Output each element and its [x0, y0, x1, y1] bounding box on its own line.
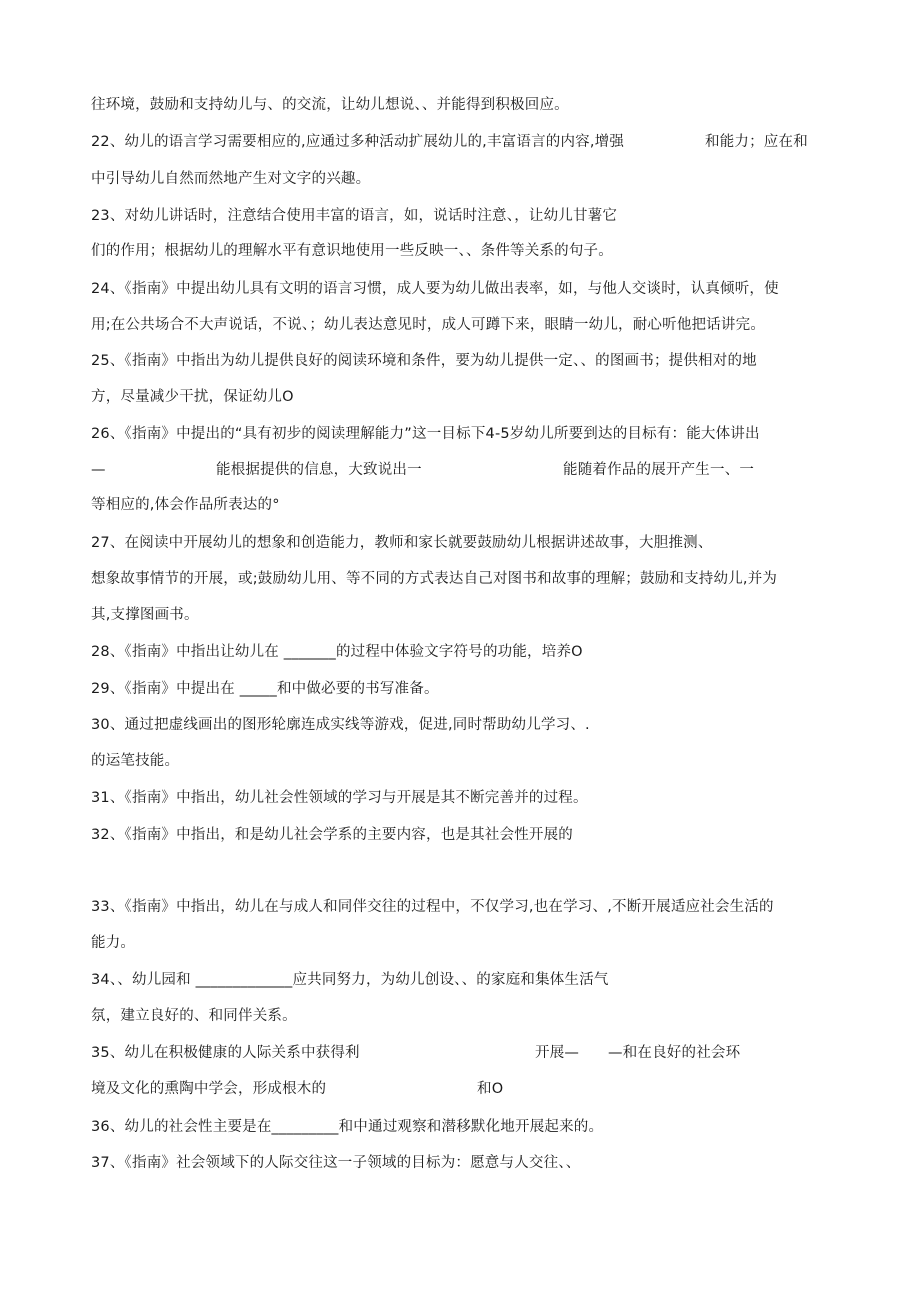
- text-line: 往环境，鼓励和支持幼儿与、的交流，让幼儿想说、、并能得到积极回应。: [91, 97, 569, 113]
- item-22-text: 22、幼儿的语言学习需要相应的,应通过多种活动扩展幼儿的,丰富语言的内容,增强: [91, 134, 625, 150]
- text-line: 用;在公共场合不大声说话，不说、；幼儿表达意见时，成人可蹲下来，眼睛一幼儿，耐心听他把话讲完。: [91, 317, 766, 333]
- item-22-text-tail: 和能力；应在和: [705, 134, 808, 150]
- item-34: 34、、幼儿园和 _____________应共同努力，为幼儿创设、、的家庭和集体生活气: [91, 972, 609, 988]
- item-23: 23、对幼儿讲话时，注意结合使用丰富的语言，如，说话时注意、，让幼儿甘薯它: [91, 208, 618, 224]
- item-33: 33、《指南》中指出，幼儿在与成人和同伴交往的过程中，不仅学习,也在学习、,不断开展适应社会生活的: [91, 899, 774, 915]
- item-35-part: 开展—: [535, 1045, 580, 1061]
- item-36: 36、幼儿的社会性主要是在_________和中通过观察和潜移默化地开展起来的。: [91, 1119, 604, 1135]
- text-line: 们的作用；根据幼儿的理解水平有意识地使用一些反映一、、条件等关系的句子。: [91, 243, 613, 259]
- blank-dash: —: [91, 462, 106, 478]
- item-29: 29、《指南》中提出在 _____和中做必要的书写准备。: [91, 681, 439, 697]
- text-line: 方，尽量减少干扰，保证幼儿O: [91, 389, 294, 405]
- item-35-text: 境及文化的熏陶中学会，形成根木的: [91, 1081, 327, 1097]
- text-line: 氛，建立良好的、和同伴关系。: [91, 1008, 297, 1024]
- item-24: 24、《指南》中提出幼儿具有文明的语言习惯，成人要为幼儿做出表率，如，与他人交谈时，认真倾听，使: [91, 281, 779, 297]
- item-37: 37、《指南》社会领域下的人际交往这一子领域的目标为：愿意与人交往、、: [91, 1155, 581, 1171]
- text-line: 中引导幼儿自然而然地产生对文字的兴趣。: [91, 171, 371, 187]
- item-32: 32、《指南》中指出，和是幼儿社会学系的主要内容，也是其社会性开展的: [91, 827, 573, 843]
- item-28: 28、《指南》中指出让幼儿在 _______的过程中体验文字符号的功能，培养O: [91, 644, 583, 660]
- text-line: 想象故事情节的开展，或;鼓励幼儿用、等不同的方式表达自己对图书和故事的理解；鼓励和支持幼儿,并为: [91, 571, 778, 587]
- item-35-tail: 和O: [477, 1081, 504, 1097]
- item-26: 26、《指南》中提出的“具有初步的阅读理解能力”这一目标下4-5岁幼儿所要到达的目标有：能大体讲出: [91, 426, 760, 442]
- item-26-part: 能根据提供的信息，大致说出一: [216, 462, 422, 478]
- item-35-part: —和在良好的社会环: [608, 1045, 741, 1061]
- item-30: 30、通过把虚线画出的图形轮廓连成实线等游戏，促进,同时帮助幼儿学习、.: [91, 717, 590, 733]
- text-line: 其,支撑图画书。: [91, 607, 199, 623]
- text-line: 等相应的,体会作品所表达的°: [91, 497, 280, 513]
- item-35-text: 35、幼儿在积极健康的人际关系中获得利: [91, 1045, 360, 1061]
- item-26-part: 能随着作品的展开产生一、一: [563, 462, 755, 478]
- item-25: 25、《指南》中指出为幼儿提供良好的阅读环境和条件，要为幼儿提供一定、、的图画书；提供相对的地: [91, 353, 757, 369]
- text-line: 能力。: [91, 935, 136, 951]
- item-31: 31、《指南》中指出，幼儿社会性领域的学习与开展是其不断完善并的过程。: [91, 790, 588, 806]
- item-27: 27、在阅读中开展幼儿的想象和创造能力，教师和家长就要鼓励幼儿根据讲述故事，大胆推测、: [91, 535, 713, 551]
- text-line: 的运笔技能。: [91, 753, 180, 769]
